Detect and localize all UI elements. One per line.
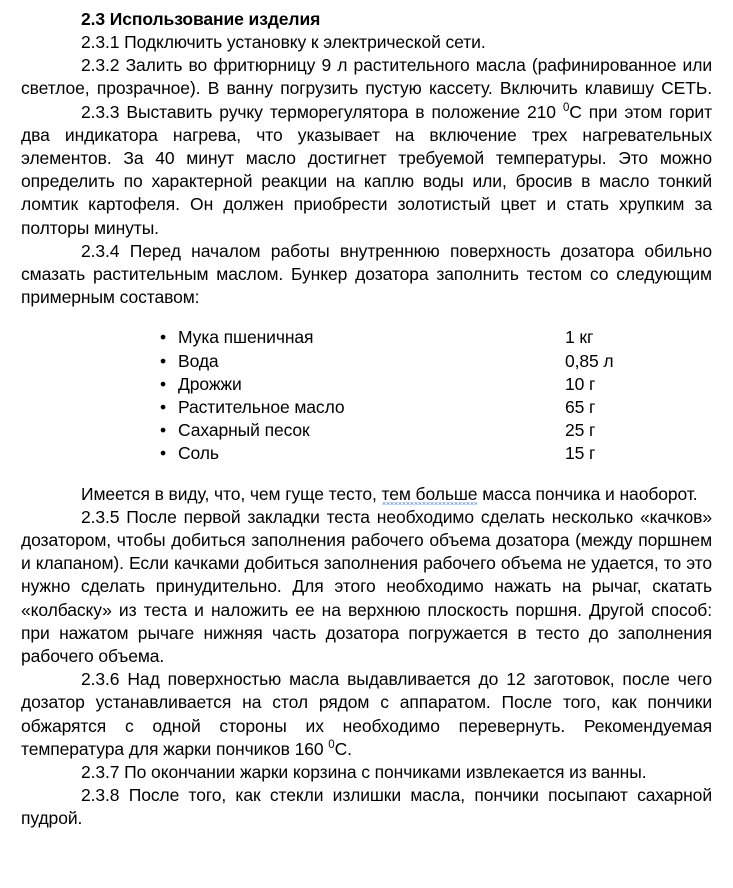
paragraph-2-3-3: [21, 101, 712, 240]
ingredient-quantity: 15 г: [565, 443, 596, 464]
list-item: [21, 419, 712, 442]
paragraph-note: [21, 483, 712, 506]
paragraph-2-3-8: 2.3.8 После того, как стекли излишки масла, пончики посыпают сахарной пудрой.: [21, 785, 712, 829]
ingredient-name: Растительное масло: [178, 397, 345, 417]
paragraph-2-3-1: 2.3.1 Подключить установку к электрической сети.: [81, 32, 486, 52]
ingredient-name: Вода: [178, 350, 219, 371]
ingredient-quantity: 0,85 л: [565, 350, 614, 371]
bullet-icon: •: [160, 420, 167, 441]
list-bottom-spacer: [21, 466, 712, 483]
degree-superscript-icon: 0: [328, 738, 335, 751]
ingredient-quantity: 65 г: [565, 397, 596, 417]
paragraph-2-3-6-text-after-temperature: С.: [334, 738, 352, 759]
section-heading: 2.3 Использование изделия: [81, 9, 321, 29]
ingredient-quantity: 10 г: [565, 373, 596, 394]
paragraph-2-3-7: 2.3.7 По окончании жарки корзина с пончиками извлекается из ванны.: [81, 762, 647, 782]
ingredient-name: Сахарный песок: [178, 420, 310, 441]
paragraph-2-3-6-text-before-temperature: 2.3.6 Над поверхностью масла выдавливается до 12 заготовок, после чего дозатор устанавливается на стол рядом с аппаратом. После того, как пончики обжарятся с одной стороны их необходимо перевернуть. Рекомендуемая температура для жарки пончиков 160: [21, 669, 712, 759]
list-item: [21, 350, 712, 373]
paragraph-2-3-3-text-after-temperature: С при этом горит два индикатора нагрева, что указывает на включение трех нагревательных элементов. За 40 минут масло достигнет требуемой температуры. Это можно определить по характерной реакции на каплю воды или, бросив в масло тонкий ломтик картофеля. Он должен приобрести золотистый цвет и стать хрупким за полторы минуты.: [21, 101, 712, 238]
paragraph-note-text-after: масса пончика и наоборот.: [477, 483, 698, 504]
paragraph-note-text-before: Имеется в виду, что, чем гуще тесто,: [81, 483, 382, 504]
document-body: [21, 8, 712, 831]
bullet-icon: •: [160, 397, 167, 417]
paragraph-2-3-3-text-before-temperature: 2.3.3 Выставить ручку терморегулятора в положение 210: [81, 101, 563, 122]
bullet-icon: •: [160, 373, 167, 394]
bullet-icon: •: [160, 327, 167, 348]
spellcheck-underlined-text[interactable]: тем больше: [381, 483, 478, 504]
degree-superscript-icon: 0: [562, 101, 570, 114]
ingredient-quantity: 25 г: [565, 420, 596, 441]
ingredient-quantity: 1 кг: [565, 327, 594, 348]
list-item: [21, 326, 712, 349]
ingredient-name: Соль: [178, 443, 219, 464]
paragraph-2-3-2: 2.3.2 Залить во фритюрницу 9 л растительного масла (рафинированное или светлое, прозрачное). В ванну погрузить пустую кассету. Включить клавишу СЕТЬ.: [21, 55, 712, 99]
list-top-spacer: [21, 309, 712, 326]
ingredient-name: Мука пшеничная: [178, 327, 314, 348]
bullet-icon: •: [160, 443, 167, 464]
list-item: [21, 442, 712, 465]
paragraph-2-3-4: 2.3.4 Перед началом работы внутреннюю поверхность дозатора обильно смазать растительным маслом. Бункер дозатора заполнить тестом со следующим примерным составом:: [21, 240, 712, 308]
paragraph-2-3-6: [21, 668, 712, 761]
list-item: [21, 373, 712, 396]
paragraph-2-3-5: 2.3.5 После первой закладки теста необходимо сделать несколько «качков» дозатором, чтобы добиться заполнения рабочего объема дозатора (между поршнем и клапаном). Если качками добиться заполнения рабочего объема не удается, то это нужно сделать принудительно. Для этого необходимо нажать на рычаг, скатать «колбаску» из теста и наложить ее на верхнюю плоскость поршня. Другой способ: при нажатом рычаге нижняя часть дозатора погружается в тесто до заполнения рабочего объема.: [21, 506, 712, 666]
ingredients-list: [21, 326, 712, 465]
bullet-icon: •: [160, 350, 167, 371]
list-item: [21, 396, 712, 419]
ingredient-name: Дрожжи: [178, 373, 242, 394]
